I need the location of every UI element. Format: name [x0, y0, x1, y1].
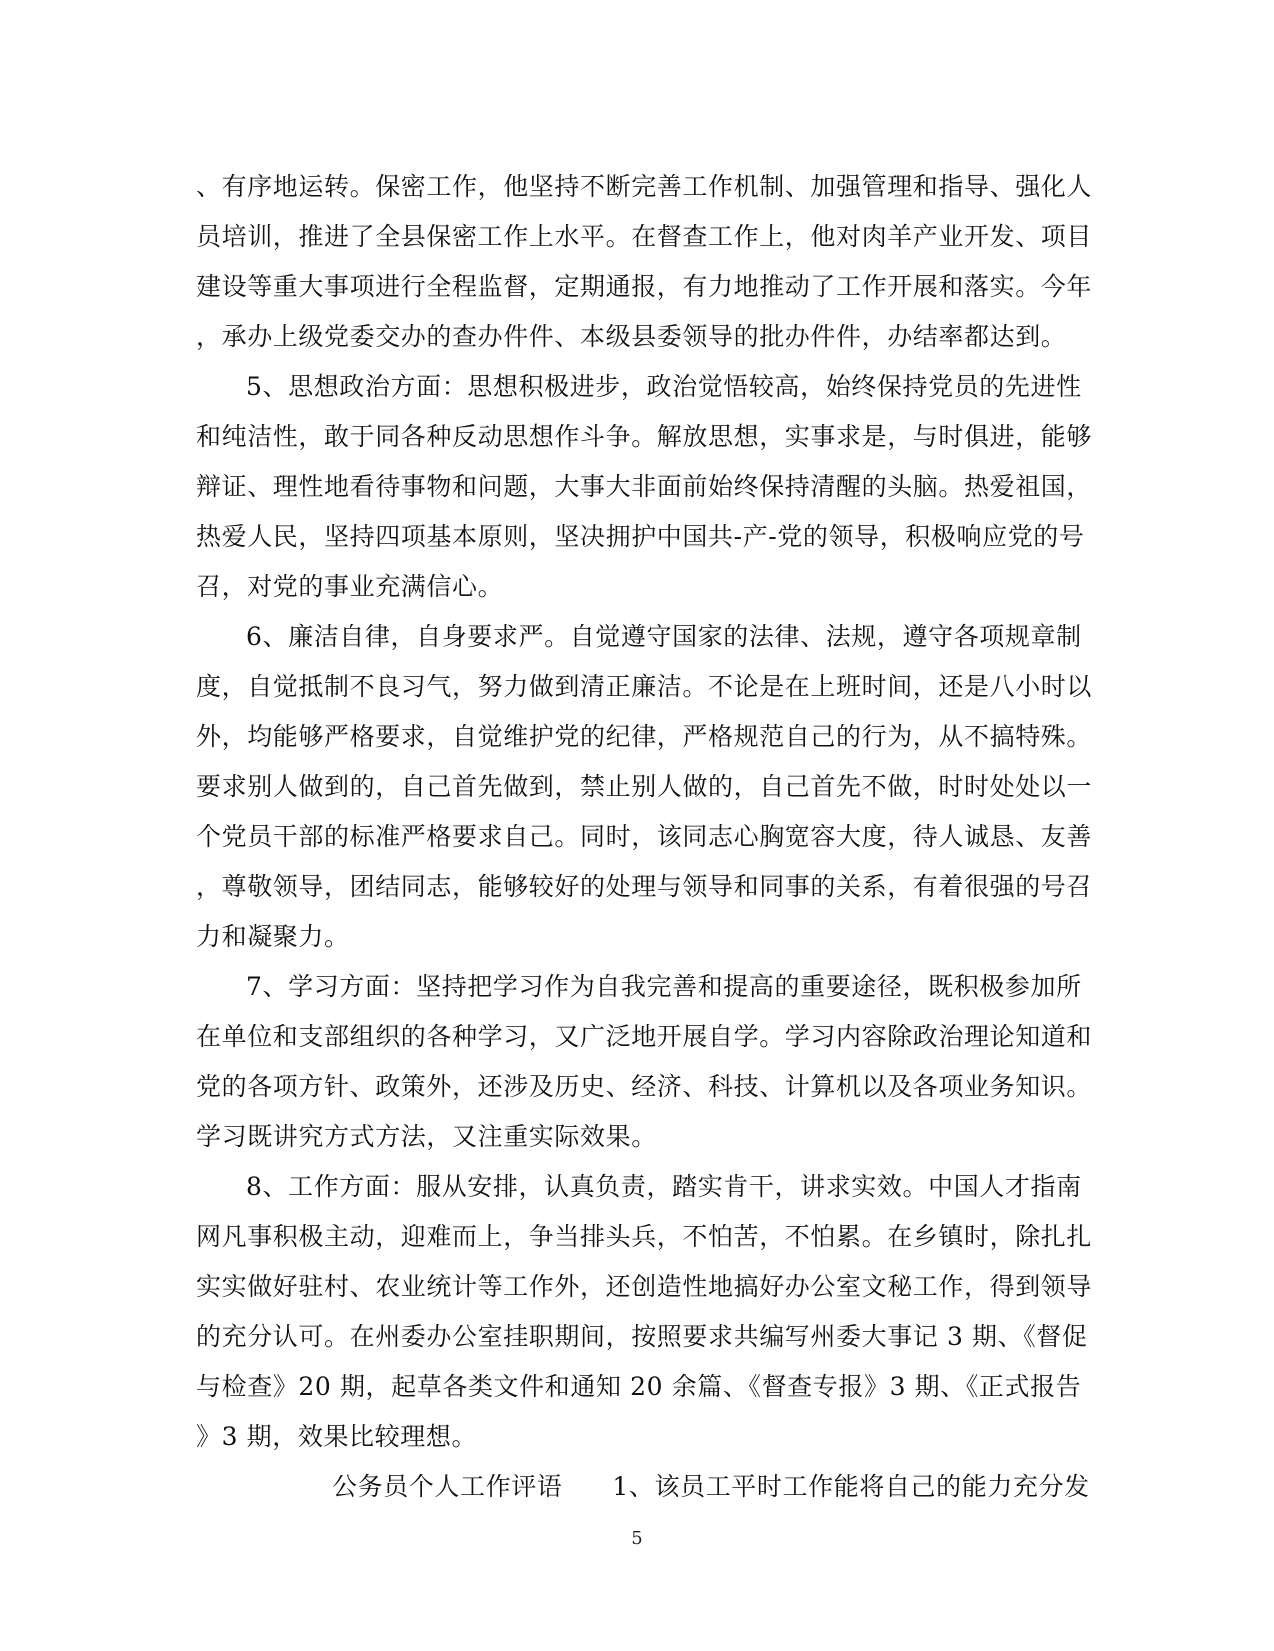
text-line: 网凡事积极主动，迎难而上，争当排头兵，不怕苦，不怕累。在乡镇时，除扎扎 — [196, 1222, 1093, 1251]
page-number: 5 — [631, 1528, 643, 1549]
text-line: 和纯洁性，敢于同各种反动思想作斗争。解放思想，实事求是，与时俱进，能够 — [196, 422, 1093, 451]
section-heading-line — [196, 1462, 1090, 1512]
text-line: 热爱人民，坚持四项基本原则，坚决拥护中国共-产-党的领导，积极响应党的号 — [196, 522, 1085, 551]
text-line: 辩证、理性地看待事物和问题，大事大非面前始终保持清醒的头脑。热爱祖国， — [196, 472, 1093, 501]
text-line: 》3 期，效果比较理想。 — [196, 1422, 478, 1451]
paragraph-first-line: 6、廉洁自律，自身要求严。自觉遵守国家的法律、法规，遵守各项规章制 — [246, 622, 1082, 651]
text-line: 力和凝聚力。 — [196, 922, 350, 951]
document-body — [196, 162, 1093, 1512]
text-line: 建设等重大事项进行全程监督，定期通报，有力地推动了工作开展和落实。今年 — [196, 272, 1093, 301]
text-line: 、有序地运转。保密工作，他坚持不断完善工作机制、加强管理和指导、强化人 — [196, 172, 1093, 201]
text-line: 要求别人做到的，自己首先做到，禁止别人做的，自己首先不做，时时处处以一 — [196, 772, 1093, 801]
paragraph-first-line: 5、思想政治方面：思想积极进步，政治觉悟较高，始终保持党员的先进性 — [246, 372, 1082, 401]
text-line: 外，均能够严格要求，自觉维护党的纪律，严格规范自己的行为，从不搞特殊。 — [196, 722, 1093, 751]
text-line: 与检查》20 期，起草各类文件和通知 20 余篇、《督查专报》3 期、《正式报告 — [196, 1372, 1082, 1401]
text-line: 个党员干部的标准严格要求自己。同时，该同志心胸宽容大度，待人诚恳、友善 — [196, 822, 1093, 851]
text-line: 员培训，推进了全县保密工作上水平。在督查工作上，他对肉羊产业开发、项目 — [196, 222, 1093, 251]
text-line: ，承办上级党委交办的查办件件、本级县委领导的批办件件，办结率都达到。 — [196, 322, 1067, 351]
text-line: ，尊敬领导，团结同志，能够较好的处理与领导和同事的关系，有着很强的号召 — [196, 872, 1093, 901]
paragraph-first-line: 8、工作方面：服从安排，认真负责，踏实肯干，讲求实效。中国人才指南 — [246, 1172, 1082, 1201]
text-line: 实实做好驻村、农业统计等工作外，还创造性地搞好办公室文秘工作，得到领导 — [196, 1272, 1093, 1301]
text-line: 召，对党的事业充满信心。 — [196, 572, 504, 601]
text-line: 度，自觉抵制不良习气，努力做到清正廉洁。不论是在上班时间，还是八小时以 — [196, 672, 1093, 701]
text-line: 的充分认可。在州委办公室挂职期间，按照要求共编写州委大事记 3 期、《督促 — [196, 1322, 1088, 1351]
text-line: 学习既讲究方式方法，又注重实际效果。 — [196, 1122, 657, 1151]
text-line: 在单位和支部组织的各种学习，又广泛地开展自学。学习内容除政治理论知道和 — [196, 1022, 1093, 1051]
section-first-line: 1、该员工平时工作能将自己的能力充分发 — [612, 1472, 1090, 1501]
paragraph-first-line: 7、学习方面：坚持把学习作为自我完善和提高的重要途径，既积极参加所 — [246, 972, 1082, 1001]
text-line: 党的各项方针、政策外，还涉及历史、经济、科技、计算机以及各项业务知识。 — [196, 1072, 1093, 1101]
section-heading: 公务员个人工作评语 — [332, 1472, 563, 1501]
